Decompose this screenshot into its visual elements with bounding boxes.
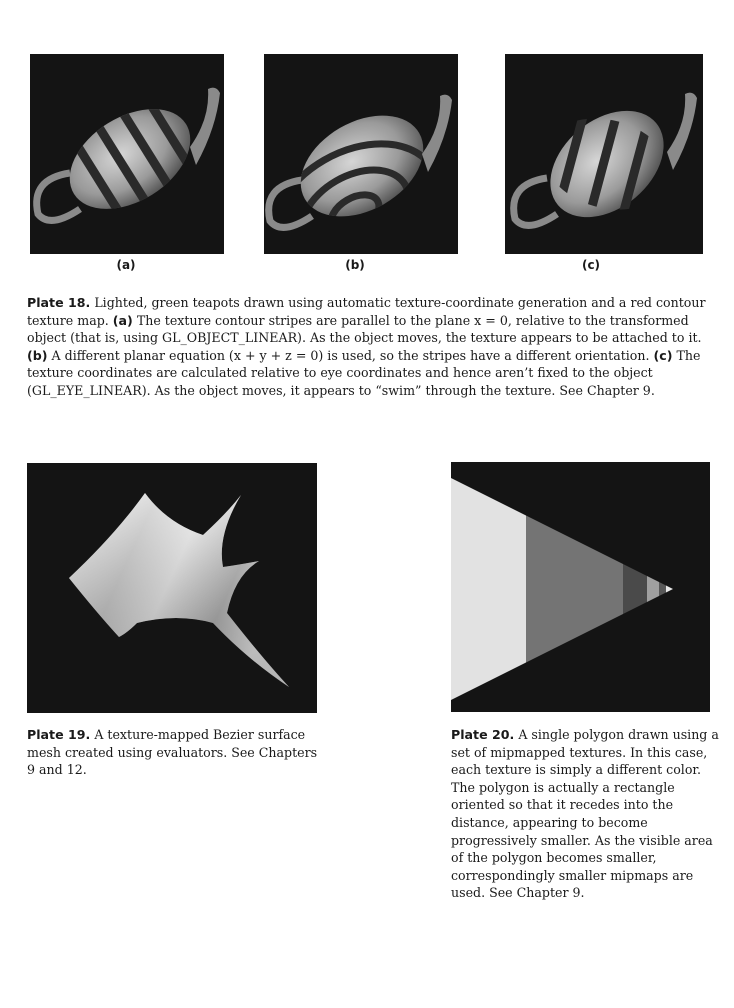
plate20-title: Plate 20. — [451, 727, 515, 742]
plate18-caption — [27, 294, 717, 400]
plate19-caption — [27, 726, 327, 779]
plate20-text: A single polygon drawn using a set of mipmapped textures. In this case, each texture is simply a different color. The polygon is actually a rectangle oriented so that it recedes into the distance, appearing to become progressively smaller. As the visible area of the polygon becomes smaller, correspondingly smaller mipmaps are used. See Chapter 9. — [451, 727, 719, 901]
plate19-image — [27, 463, 317, 713]
plate18-c-text: The texture coordinates are calculated relative to eye coordinates and hence aren’t fixed to the object (GL_EYE_LINEAR). As the object moves, it appears to “swim” through the texture. See Chapter 9. — [27, 347, 701, 398]
plate18-image-b — [264, 54, 458, 254]
plate18-intro: Lighted, green teapots drawn using automatic texture-coordinate generation and a red contour texture map. — [27, 295, 706, 328]
plate18-label-c: (c) — [581, 258, 601, 272]
plate19-title: Plate 19. — [27, 727, 91, 742]
plate20-caption — [451, 726, 721, 902]
plate18-b-tag: (b) — [27, 347, 48, 363]
plate19-text: A texture-mapped Bezier surface mesh created using evaluators. See Chapters 9 and 12. — [27, 727, 318, 778]
plate18-a-text: The texture contour stripes are parallel to the plane x = 0, relative to the transformed object (that is, using GL_OBJECT_LINEAR). As the object moves, the texture appears to be attached to it. — [27, 312, 702, 346]
plate18-image-c — [505, 54, 703, 254]
plate20-image — [451, 462, 710, 712]
plate18-a-tag: (a) — [112, 312, 133, 328]
plate18-title: Plate 18. — [27, 295, 91, 310]
plate18-b-text: A different planar equation (x + y + z = 0) is used, so the stripes have a different orientation. — [47, 347, 654, 363]
plate18-label-a: (a) — [116, 258, 136, 272]
plate18-c-tag: (c) — [653, 347, 673, 363]
plate18-label-b: (b) — [345, 258, 365, 272]
plate18-image-a — [30, 54, 224, 254]
